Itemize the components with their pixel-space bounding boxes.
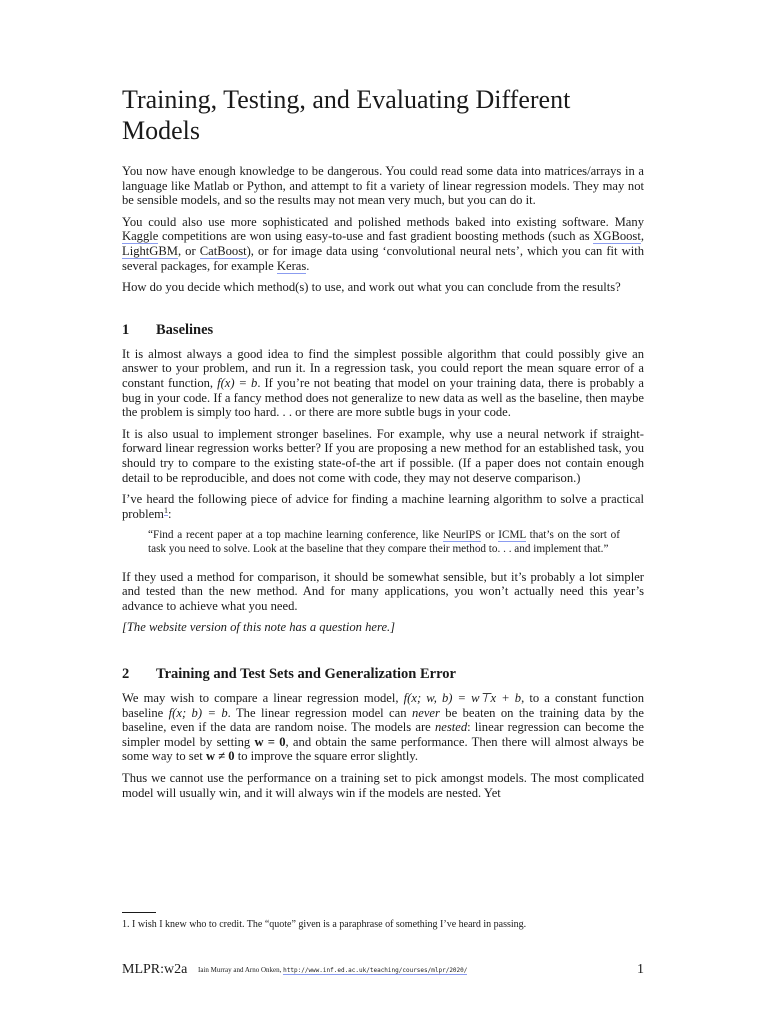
intro-paragraph-2: You could also use more sophisticated and polished methods baked into existing software. Many Kaggle competitions are won using easy-to-use and fast gradient boosting methods (such as XGBoost, LightGBM, or CatBoost), or for image data using ‘convolutional neural nets’, which you can fit with several packages, for example Keras.	[122, 214, 644, 273]
course-url-link[interactable]: http://www.inf.ed.ac.uk/teaching/courses/mlpr/2020/	[283, 967, 468, 974]
training-paragraph-2: Thus we cannot use the performance on a training set to pick amongst models. The most complicated model will usually win, and it will always win if the models are nested. Yet	[122, 771, 644, 800]
course-label: MLPR:w2a	[122, 962, 188, 977]
footnote-rule	[122, 912, 156, 913]
intro-paragraph-1: You now have enough knowledge to be dangerous. You could read some data into matrices/arrays in a language like Matlab or Python, and attempt to fit a variety of linear regression models. They may not be sensible models, and so the results may not mean very much, but you can do it.	[122, 164, 644, 208]
keras-link[interactable]: Keras	[276, 258, 307, 273]
section-heading-baselines: 1 Baselines	[122, 321, 214, 338]
page-number: 1	[637, 962, 644, 977]
math-w-nonzero: w ≠ 0	[205, 749, 235, 764]
math-constant-baseline: f(x; b) = b	[168, 705, 228, 720]
math-linear-model: f(x; w, b) = w⊤x + b	[403, 691, 522, 706]
page-title: Training, Testing, and Evaluating Different Models	[122, 85, 571, 145]
document-body	[122, 164, 644, 807]
kaggle-link[interactable]: Kaggle	[122, 229, 159, 244]
page-footer	[122, 962, 644, 982]
footnote: 1. I wish I knew who to credit. The “quote” given is a paraphrase of something I’ve heard in passing.	[122, 919, 527, 930]
baselines-paragraph-2: It is also usual to implement stronger baselines. For example, why use a neural network if straight-forward linear regression works better? If you are proposing a new method for an established task, you should try to compare to the existing state-of-the art if possible. (If a paper does not contain enough detail to be reproducible, and does not come with code, they may not deserve comparison.)	[122, 426, 644, 485]
icml-link[interactable]: ICML	[498, 529, 526, 542]
baselines-paragraph-3: I’ve heard the following piece of advice for finding a machine learning algorithm to solve a practical problem$^1$:	[122, 492, 644, 521]
intro-paragraph-3: How do you decide which method(s) to use, and work out what you can conclude from the results?	[122, 280, 621, 295]
lightgbm-link[interactable]: LightGBM	[122, 243, 178, 258]
website-question-note: [The website version of this note has a question here.]	[122, 620, 396, 635]
catboost-link[interactable]: CatBoost	[199, 243, 247, 258]
xgboost-link[interactable]: XGBoost	[593, 229, 641, 244]
math-constant-function: f(x) = b	[217, 375, 258, 390]
baselines-paragraph-4: If they used a method for comparison, it should be somewhat sensible, but it’s probably a lot simpler and tested than the new method. And for many applications, you won’t actually need this year’s advance to achieve what you need.	[122, 569, 644, 613]
training-paragraph-1: We may wish to compare a linear regression model, f(x; w, b) = w⊤x + b, to a constant function baseline f(x; b) = b. The linear regression model can never be beaten on the training data by the baseline, even if the data are random noise. The models are nested: linear regression can become the simpler model by setting w = 0, and obtain the same performance. Then there will almost always be some way to set w ≠ 0 to improve the square error slightly.	[122, 691, 645, 764]
advice-quote: “Find a recent paper at a top machine learning conference, like NeurIPS or ICML that’s on the sort of task you need to solve. Look at the baseline that they compare their method to. . . and implement that.”	[148, 529, 620, 556]
neurips-link[interactable]: NeurIPS	[442, 529, 482, 542]
baselines-paragraph-1: It is almost always a good idea to find the simplest possible algorithm that could possibly give an answer to your problem, and run it. In a regression task, you could report the mean square error of a constant function, f(x) = b. If you’re not beating that model on your training data, there is probably a bug in your code. If a fancy method does not generalize to new data as well as the baseline, then maybe the problem is simply too hard. . . or there are more subtle bugs in your code.	[122, 346, 644, 420]
footnote-ref-1[interactable]: 1	[163, 505, 168, 515]
math-w-zero: w = 0	[254, 734, 286, 749]
footer-authors: Iain Murray and Arno Onken, http://www.inf.ed.ac.uk/teaching/courses/mlpr/2020/	[198, 966, 468, 974]
section-heading-training-test: 2 Training and Test Sets and Generalization Error	[122, 666, 456, 683]
